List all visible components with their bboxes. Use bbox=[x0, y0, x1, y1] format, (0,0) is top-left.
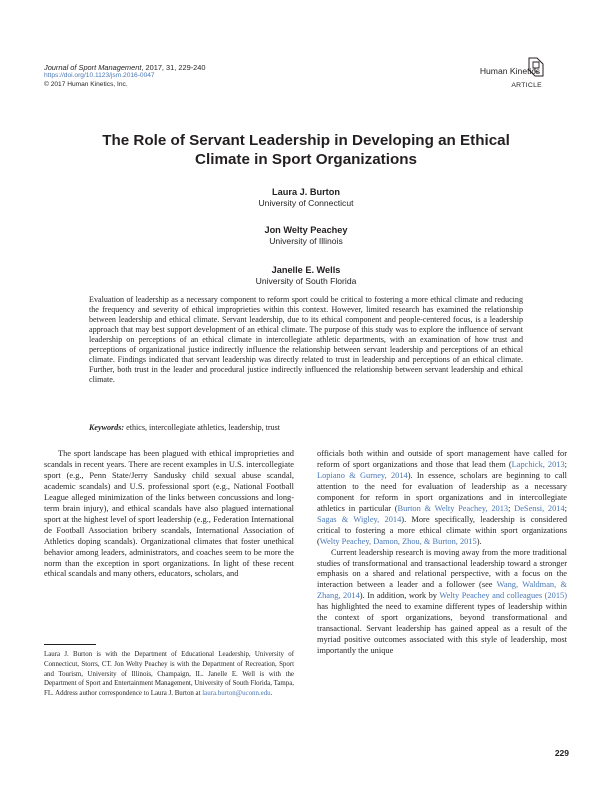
author-footnote bbox=[44, 650, 294, 699]
body-text: ). More specifically, leadership is considered critical to fostering a more ethical climate within sport organizations ( bbox=[317, 514, 568, 546]
author-name: Janelle E. Wells bbox=[271, 265, 341, 275]
citation-link[interactable]: Sagas & Wigley, 2014 bbox=[317, 514, 402, 524]
footnote-text: Laura J. Burton is with the Department of Educational Leadership, University of Connecticut, Storrs, CT. Jon Welty Peachey is with the Department of Recreation, Sport and Tourism, University of Illinois, Champaign, IL. Janelle E. Well is with the Department of Sport and Entertainment Management, University of South Florida, Tampa, FL. Address author correspondence to Laura J. Burton at bbox=[44, 651, 294, 697]
journal-details: , 2017, 31, 229-240 bbox=[141, 63, 206, 72]
body-text: ; bbox=[564, 503, 567, 513]
keywords-list: ethics, intercollegiate athletics, leadership, trust bbox=[124, 423, 281, 432]
journal-header bbox=[44, 64, 205, 89]
body-text: ). bbox=[476, 536, 482, 546]
body-text: has highlighted the need to examine different types of leadership within the context of sport organizations, beyond transformational and transactional. Servant leadership has gained appeal as a result of the myriad positive outcomes associated with this style of leadership, most importantly the unique bbox=[317, 602, 567, 656]
citation-link[interactable]: DeSensi, 2014 bbox=[514, 503, 565, 513]
email-link[interactable]: laura.burton@uconn.edu bbox=[202, 690, 271, 697]
author-name: Laura J. Burton bbox=[272, 187, 340, 197]
footnote-end: . bbox=[270, 690, 273, 697]
body-text: ). In essence, scholars are beginning to call attention to the need for evaluation of leadership as a necessary component for reform in sport organizations and in intercollegiate athletics in particular ( bbox=[317, 470, 567, 513]
body-column-right bbox=[317, 449, 567, 657]
article-title-line-2: Climate in Sport Organizations bbox=[195, 151, 417, 168]
body-text: ). In addition, work by bbox=[359, 591, 440, 601]
citation-link[interactable]: Lapchick, 2013 bbox=[511, 459, 565, 469]
body-text: ; bbox=[564, 459, 567, 469]
citation-link[interactable]: Burton & Welty Peachey, 2013 bbox=[397, 503, 509, 513]
article-title-line-1: The Role of Servant Leadership in Developing an Ethical bbox=[102, 132, 510, 149]
doi-link[interactable]: https://doi.org/10.1123/jsm.2016-0047 bbox=[44, 72, 155, 80]
abstract: Evaluation of leadership as a necessary component to reform sport could be critical to fostering a more ethical climate and reducing the frequency and severity of ethical improprieties within this context. However, limited research has examined the relationship between leadership and ethical climate. Servant leadership, due to its ethical component and people-centered focus, is a leadership approach that may best support development of an ethical climate. The purpose of this study was to explore the influence of servant leadership on perceptions of an ethical climate in intercollegiate athletic departments, with an examination of how trust and perceptions of organizational justice indirectly influence the relationship between servant leadership and perceptions of an ethical climate. Findings indicated that servant leadership was directly related to trust in leadership and perceptions of an ethical climate. Further, both trust in the leader and procedural justice indirectly influenced the relationship between servant leadership and ethical climate. bbox=[89, 295, 523, 385]
keywords-line bbox=[89, 423, 523, 432]
body-text: Current leadership research is moving away from the more traditional studies of transformational and transactional leadership toward a stronger emphasis on a shared and relational perspective, with a focus on the interaction between a leader and a follower (see bbox=[317, 547, 567, 590]
body-column-left bbox=[44, 449, 294, 580]
journal-citation bbox=[44, 64, 205, 72]
author-affiliation: University of South Florida bbox=[255, 276, 357, 286]
author-name: Jon Welty Peachey bbox=[264, 225, 348, 235]
citation-link[interactable]: Welty Peachey, Damon, Zhou, & Burton, 2015 bbox=[319, 536, 477, 546]
author-block-1 bbox=[100, 187, 512, 209]
author-block-2 bbox=[100, 225, 512, 247]
body-paragraph: The sport landscape has been plagued with ethical improprieties and scandals in recent years. There are recent examples in U.S. intercollegiate sport (e.g., Penn State/Jerry Sandusky child sexual abuse scandal, academic scandals) and U.S. professional sport (e.g., National Football League alleged minimization of the links between concussions and long-term brain injury), and ethical scandals have also plagued international sport at the highest level of sport leadership (e.g., Federation International de Football Association bribery scandals, International Association of Athletics doping scandals). Organizational climates that foster unethical behavior among leaders, administrators, and coaches seem to be more the norm than the exception in sport organizations. In light of these recent ethical scandals and many others, educators, scholars, and bbox=[44, 449, 294, 579]
body-paragraph bbox=[317, 548, 567, 658]
body-text: officials both within and outside of sport management have called for reform of sport organizations and those that lead them ( bbox=[317, 449, 567, 469]
copyright-notice: © 2017 Human Kinetics, Inc. bbox=[44, 80, 128, 88]
article-type-label: ARTICLE bbox=[511, 82, 542, 89]
citation-link[interactable]: Wang, Waldman, & Zhang, 2014 bbox=[317, 580, 567, 601]
body-text: ; bbox=[508, 503, 515, 513]
author-block-3 bbox=[100, 265, 512, 287]
footnote-divider bbox=[44, 644, 96, 645]
page-number: 229 bbox=[554, 748, 569, 758]
author-affiliation: University of Connecticut bbox=[258, 198, 354, 208]
journal-name: Journal of Sport Management bbox=[44, 63, 142, 72]
publisher-logo-icon bbox=[527, 56, 545, 78]
citation-link[interactable]: Welty Peachey and colleagues (2015) bbox=[439, 591, 567, 601]
article-title bbox=[60, 131, 552, 169]
citation-link[interactable]: Lopiano & Gurney, 2014 bbox=[317, 470, 408, 480]
author-affiliation: University of Illinois bbox=[269, 236, 343, 246]
body-paragraph bbox=[317, 449, 567, 548]
publisher-name: Human Kinetics bbox=[479, 66, 540, 76]
keywords-label: Keywords: bbox=[89, 423, 125, 432]
